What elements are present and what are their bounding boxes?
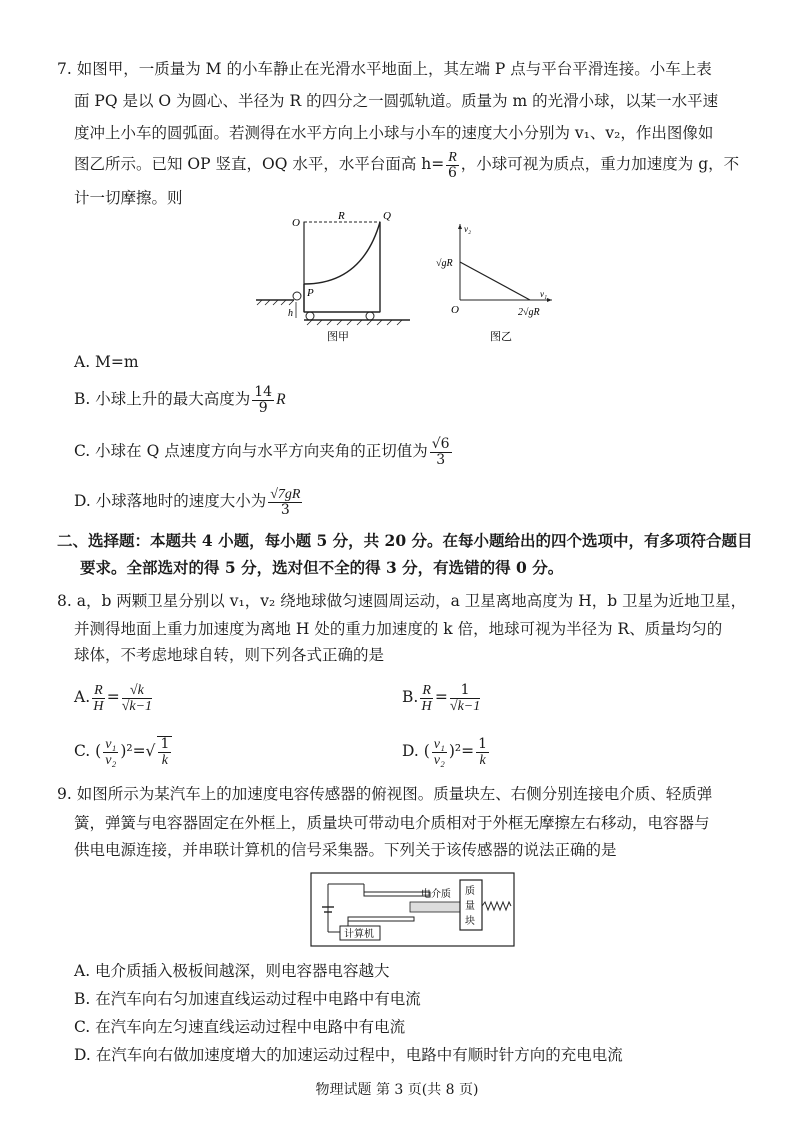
q8-option-a-rden: √k−1	[121, 698, 153, 714]
q8-option-a	[74, 680, 154, 714]
q7-fig-a-arc	[304, 222, 380, 284]
q7-fig-b-graph-line	[460, 262, 530, 300]
q7-line-5: 计一切摩擦。则	[74, 189, 183, 207]
q7-option-c-pre: C. 小球在 Q 点速度方向与水平方向夹角的正切值为	[74, 442, 428, 460]
q8-option-b-right-fraction	[450, 683, 480, 714]
q9-mass-label-3: 块	[465, 916, 475, 927]
q8-option-b-left-fraction	[420, 683, 433, 714]
q8-option-a-eq: =	[106, 688, 120, 706]
q8-option-d-rden: k	[479, 752, 486, 768]
q8-option-d-lden: v₂	[433, 752, 445, 768]
q7-figure-a	[252, 208, 422, 348]
q7-fig-a-wheel-right	[366, 312, 374, 320]
q8-option-c	[74, 734, 174, 768]
q8-option-a-right-fraction	[122, 683, 152, 714]
q7-fig-b-label-v2: v₂	[464, 224, 472, 234]
q9-mass-label-2: 量	[465, 901, 475, 912]
q8-line-2: 并测得地面上重力加速度为离地 H 处的重力加速度的 k 倍，地球可视为半径为 R、质量均匀的	[74, 620, 723, 638]
q7-fig-a-ball	[293, 292, 301, 300]
q9-line-2: 簧，弹簧与电容器固定在外框上，质量块可带动电介质相对于外框无摩擦左右移动，电容器与	[74, 814, 710, 832]
q7-option-c-fraction	[430, 437, 452, 468]
q8-option-b-lnum: R	[422, 682, 431, 698]
q9-figure	[310, 872, 516, 948]
q8-option-a-rnum: √k	[122, 683, 152, 699]
q7-fig-b-x-arrow	[547, 298, 552, 302]
q7-fig-b-x-tick: 2√gR	[518, 307, 540, 318]
q7-fig-a-wheel-left	[306, 312, 314, 320]
q7-fig-a-label-h: h	[288, 308, 293, 319]
q8-option-d	[402, 734, 491, 768]
q7-option-a: A. M=m	[74, 353, 139, 371]
q7-figure-b	[430, 218, 560, 348]
q8-option-a-label: A.	[74, 688, 91, 706]
q7-option-b-den: 9	[258, 399, 268, 416]
q7-fig-a-caption: 图甲	[327, 331, 349, 343]
q7-h-fraction	[446, 150, 459, 181]
q8-option-a-lden: H	[93, 698, 104, 714]
q8-option-d-eq: )²=	[448, 742, 475, 760]
q7-fig-b-label-O: O	[451, 304, 459, 316]
q7-option-b-post: R	[276, 391, 286, 408]
q8-option-a-left-fraction	[92, 683, 105, 714]
q9-mass-label-1: 质	[465, 886, 475, 897]
q7-option-b-pre: B. 小球上升的最大高度为	[74, 390, 251, 408]
q8-option-b-label: B.	[402, 688, 419, 706]
q8-option-b-eq: =	[434, 688, 448, 706]
q9-option-b: B. 在汽车向右匀加速直线运动过程中电路中有电流	[74, 990, 421, 1008]
q7-option-c	[74, 434, 454, 468]
q7-line-4	[74, 147, 739, 181]
q7-fig-a-ground-hatch	[307, 320, 402, 325]
q7-option-b-fraction	[252, 385, 274, 416]
q9-option-c: C. 在汽车向左匀速直线运动过程中电路中有电流	[74, 1018, 406, 1036]
q9-capacitor-bottom-plate	[348, 917, 414, 921]
q9-option-d: D. 在汽车向右做加速度增大的加速运动过程中，电路中有顺时针方向的充电电流	[74, 1046, 623, 1064]
q7-fig-a-dashed-box	[304, 222, 380, 312]
q7-h-num: R	[448, 149, 457, 165]
q8-option-c-rden: k	[161, 753, 168, 768]
q7-line-3: 度冲上小车的圆弧面。若测得在水平方向上小球与小车的速度大小分别为 v₁、v₂，作出图像如	[74, 124, 714, 142]
q8-option-b-rden: √k−1	[449, 698, 481, 714]
q8-option-c-label: C. (	[74, 742, 102, 760]
q7-fig-a-platform-hatch	[257, 300, 294, 305]
q7-fig-a-label-O: O	[292, 217, 300, 229]
q9-line-3: 供电电源连接，并串联计算机的信号采集器。下列关于该传感器的说法正确的是	[74, 841, 617, 859]
q7-fig-b-label-v1: v₁	[540, 289, 548, 299]
q8-option-b	[402, 680, 482, 714]
q9-computer-label: 计算机	[344, 929, 374, 940]
section2-line-1: 二、选择题：本题共 4 小题，每小题 5 分，共 20 分。在每小题给出的四个选项中，有多项符合题目	[57, 531, 753, 550]
q7-option-c-den: 3	[436, 451, 446, 468]
q7-option-c-num: √6	[431, 435, 450, 452]
q9-line-1: 9. 如图所示为某汽车上的加速度电容传感器的俯视图。质量块左、右侧分别连接电介质、轻质弹	[57, 785, 713, 803]
q7-h-den: 6	[448, 164, 457, 181]
q9-option-a: A. 电介质插入极板间越深，则电容器电容越大	[74, 962, 390, 980]
page-footer: 物理试题 第 3 页(共 8 页)	[315, 1082, 479, 1098]
q7-line-4a: 图乙所示。已知 OP 竖直，OQ 水平，水平台面高 h=	[74, 155, 445, 173]
q8-option-d-rnum: 1	[478, 735, 488, 752]
q8-option-b-rnum: 1	[450, 683, 480, 699]
q7-fig-a-label-Q: Q	[383, 210, 391, 222]
q7-option-d	[74, 484, 304, 518]
q8-option-d-label: D. (	[402, 742, 430, 760]
q7-option-b-num: 14	[254, 383, 273, 400]
q8-option-c-eq: )²=√	[120, 742, 156, 760]
q7-option-d-fraction	[268, 487, 302, 518]
q8-line-1: 8. a，b 两颗卫星分别以 v₁，v₂ 绕地球做匀速圆周运动，a 卫星离地高度为 H，b 卫星为近地卫星，	[57, 592, 747, 610]
q8-option-a-lnum: R	[94, 682, 103, 698]
q7-fig-b-y-arrow	[458, 224, 462, 229]
q8-option-c-right-fraction	[157, 736, 172, 768]
q7-fig-b-y-tick: √gR	[436, 258, 453, 269]
q9-dielectric-slab	[410, 902, 460, 912]
q7-option-d-pre: D. 小球落地时的速度大小为	[74, 492, 267, 510]
q8-option-c-lnum: v₁	[105, 736, 117, 752]
section2-line-2: 要求。全部选对的得 5 分，选对但不全的得 3 分，有选错的得 0 分。	[80, 558, 564, 577]
q7-option-d-den: 3	[280, 501, 290, 518]
q8-option-d-lnum: v₁	[433, 736, 445, 752]
q8-option-d-right-fraction	[476, 737, 489, 768]
q7-option-d-num: √7gR	[270, 486, 301, 502]
q7-line-4b: ，小球可视为质点，重力加速度为 g，不	[460, 155, 740, 173]
q7-fig-b-caption: 图乙	[490, 331, 512, 343]
q8-option-c-lden: v₂	[105, 752, 117, 768]
q7-line-1: 7. 如图甲，一质量为 M 的小车静止在光滑水平地面上，其左端 P 点与平台平滑连接。小车上表	[57, 60, 712, 78]
q8-option-b-lden: H	[421, 698, 432, 714]
q9-dielectric-label: 电介质	[421, 889, 451, 900]
q8-line-3: 球体，不考虑地球自转，则下列各式正确的是	[74, 646, 385, 664]
q7-fig-a-label-R: R	[338, 210, 345, 222]
q7-line-2: 面 PQ 是以 O 为圆心、半径为 R 的四分之一圆弧轨道。质量为 m 的光滑小球，以某一水平速	[74, 92, 719, 110]
q8-option-d-left-fraction	[432, 737, 447, 768]
q8-option-c-left-fraction	[103, 737, 118, 768]
q7-fig-a-label-P: P	[307, 287, 314, 299]
q7-option-b	[74, 382, 286, 417]
q8-option-c-rnum: 1	[160, 736, 170, 752]
q9-spring	[482, 902, 511, 910]
